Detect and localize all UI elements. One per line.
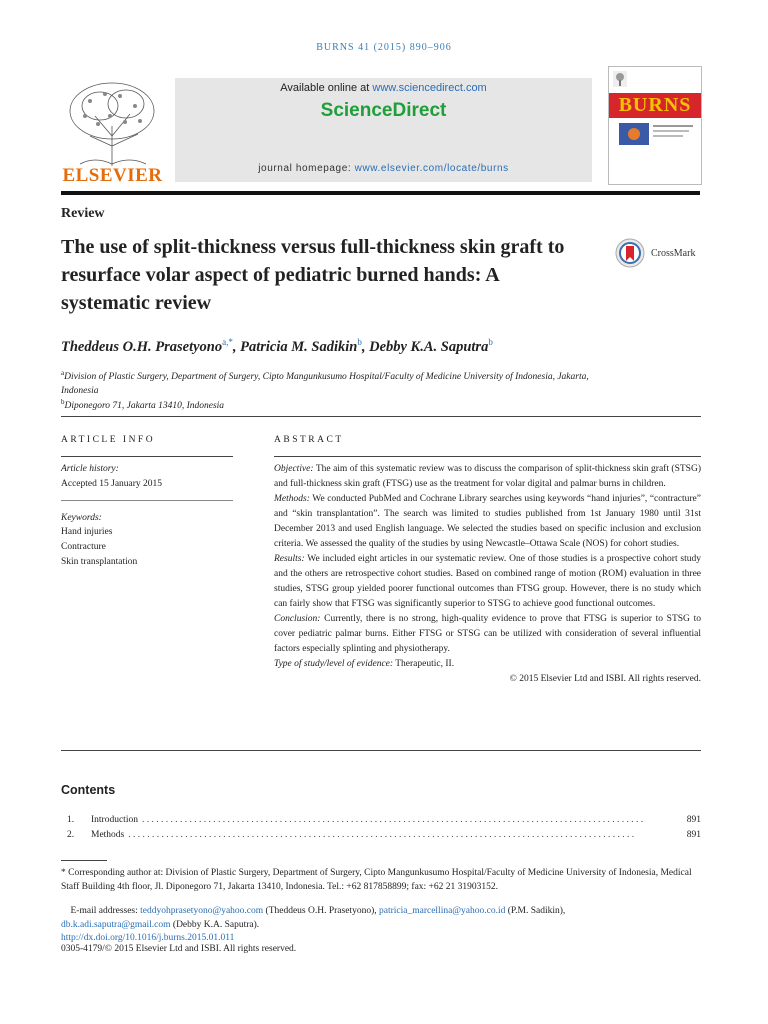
sciencedirect-logo: ScienceDirect [320,100,447,121]
affiliation-mark: a [61,369,65,377]
toc-leader: . . . . . . . . . . . . . . . . . . . . . . . . . . . . . . . . . . . . . . . . . . . . . . . . . . . . . . . . . . . . . . . . . . . . . . . . . . . . . . . . . . . . . . . . . . . . . . . . . . . . . . . . . . [141,815,644,825]
cover-emblem-icon [619,123,649,145]
crossmark-icon[interactable] [615,238,645,268]
toc-page: 891 [686,815,701,825]
accepted-date: Accepted 15 January 2015 [61,479,163,489]
elsevier-wordmark: ELSEVIER [62,165,163,186]
doi-link[interactable]: http://dx.doi.org/10.1016/j.burns.2015.01.011 [61,933,235,943]
affiliation-text: Diponegoro 71, Jakarta 13410, Indonesia [64,401,225,412]
toc-label: Introduction [91,815,138,825]
email-link[interactable]: teddyohprasetyono@yahoo.com [140,906,264,916]
article-info-heading: ARTICLE INFO [61,435,156,445]
article-title: The use of split-thickness versus full-thickness skin graft to resurface volar aspect of pediatric burned hands: A systematic review [61,236,565,314]
homepage-link[interactable]: www.elsevier.com/locate/burns [354,163,509,174]
keyword: Hand injuries [61,527,113,537]
toc-row[interactable] [67,815,701,825]
contents-title: Contents [61,783,116,797]
toc-leader: . . . . . . . . . . . . . . . . . . . . . . . . . . . . . . . . . . . . . . . . . . . . . . . . . . . . . . . . . . . . . . . . . . . . . . . . . . . . . . . . . . . . . . . . . . . . . . . . . . . . . . . . . . . [128,830,635,840]
toc-page: 891 [686,830,701,840]
results-text: We included eight articles in our systematic review. One of those studies is a prospective cohort study and the others are retrospective cohort studies. Based on combined range of motion (ROM) evaluation in three studies, STSG group yielded poorer functional outcomes than FTSG group. However, there is no study which can fairly show that FTSG was significantly superior to STSG to achieve good functional outcomes. [274,554,701,609]
author-list: Theddeus O.H. Prasetyono$^{a,*}$, Patricia M. Sadikin$^b$, Debby K.A. Saputra$^b$ [61,337,493,355]
abstract-conclusion [274,612,701,657]
methods-text: We conducted PubMed and Cochrane Library searches using keywords “hand injuries”, “contracture” and “skin transplantation”. The search was limited to studies published from 1st January 1980 until 31st December 2013 and used English language. We selected the studies based on specific inclusion and exclusion criteria. We assessed the quality of the studies by using Newcastle–Ottawa Scale (NOS) for cohort studies. [274,494,701,549]
homepage-prefix: journal homepage: [258,163,355,174]
abstract-body [274,462,701,687]
journal-homepage [175,163,592,174]
author-name: Patricia M. Sadikin [240,338,358,355]
keywords-label: Keywords: [61,513,102,523]
toc-number: 2. [67,830,75,840]
sciencedirect-link[interactable]: www.sciencedirect.com [372,82,487,94]
email-link[interactable]: patricia_marcellina@yahoo.co.id [378,906,506,916]
available-prefix: Available online at [280,82,373,94]
divider [61,750,701,751]
author-affiliation-mark: b [357,337,362,347]
email-owner: (P.M. Sadikin), [505,906,566,916]
small-tree-icon [613,71,627,87]
evidence-text: Therapeutic, II. [393,659,455,669]
crossmark-label: CrossMark [651,248,696,259]
author-name: Theddeus O.H. Prasetyono [61,338,223,355]
toc-row[interactable] [67,830,701,840]
evidence-label: Type of study/level of evidence: [274,659,394,669]
abstract-heading: ABSTRACT [274,435,344,445]
header-rule [61,191,700,195]
toc-number: 1. [67,815,75,825]
abstract-evidence [274,657,701,672]
article-type: Review [61,206,105,221]
email-prefix: E-mail addresses: [70,906,141,916]
email-owner: (Theddeus O.H. Prasetyono), [263,906,379,916]
affiliation-b [61,395,601,413]
journal-reference: BURNS 41 (2015) 890–906 [316,42,452,53]
affiliation-mark: b [61,398,65,406]
author-affiliation-mark: b [488,337,493,347]
keyword: Contracture [61,542,106,552]
author-affiliation-mark: a,* [222,337,233,347]
history-label: Article history: [61,464,119,474]
results-label: Results: [274,554,305,564]
divider [61,500,233,501]
issn-line: 0305-4179/© 2015 Elsevier Ltd and ISBI. All rights reserved. [61,944,297,954]
toc-label: Methods [91,830,125,840]
methods-label: Methods: [274,494,310,504]
affiliation-text: Division of Plastic Surgery, Department of Surgery, Cipto Mangunkusumo Hospital/Faculty of Medicine University of Indonesia, Jakarta, Indonesia [61,372,589,397]
cover-title: BURNS [618,94,692,116]
email-addresses [61,904,701,932]
email-link[interactable]: db.k.adi.saputra@gmail.com [61,920,171,930]
keyword: Skin transplantation [61,557,138,567]
author-name: Debby K.A. Saputra [369,338,489,355]
conclusion-text: Currently, there is no strong, high-quality evidence to prove that FTSG is superior to STSG to cover pediatric palmar burns. Either FTSG or STSG can be utilized with consideration of several influential factors especially splinting and physiotherapy. [274,614,701,654]
divider [61,416,701,417]
abstract-methods [274,492,701,552]
email-owner: (Debby K.A. Saputra). [170,920,260,930]
journal-cover [608,66,702,185]
corresponding-author-note: * Corresponding author at: Division of Plastic Surgery, Department of Surgery, Cipto Mangunkusumo Hospital/Faculty of Medicine University of Indonesia, Medical Staff Building 4th floor, Jl. Diponegoro 71, Jakarta 13410, Indonesia. Tel.: +62 817858899; fax: +62 21 31903152. [61,868,692,892]
divider [61,456,233,457]
conclusion-label: Conclusion: [274,614,321,624]
affiliation-a [61,366,601,398]
available-online [175,82,592,94]
divider [274,456,701,457]
abstract-results [274,552,701,612]
footnote-rule [61,860,107,861]
objective-text: The aim of this systematic review was to discuss the comparison of split-thickness skin graft (STSG) and full-thickness skin graft (FTSG) use as the treatment for volar digital and palmar burns in children. [274,464,701,489]
abstract-objective [274,462,701,492]
abstract-copyright: © 2015 Elsevier Ltd and ISBI. All rights reserved. [509,674,701,684]
objective-label: Objective: [274,464,314,474]
